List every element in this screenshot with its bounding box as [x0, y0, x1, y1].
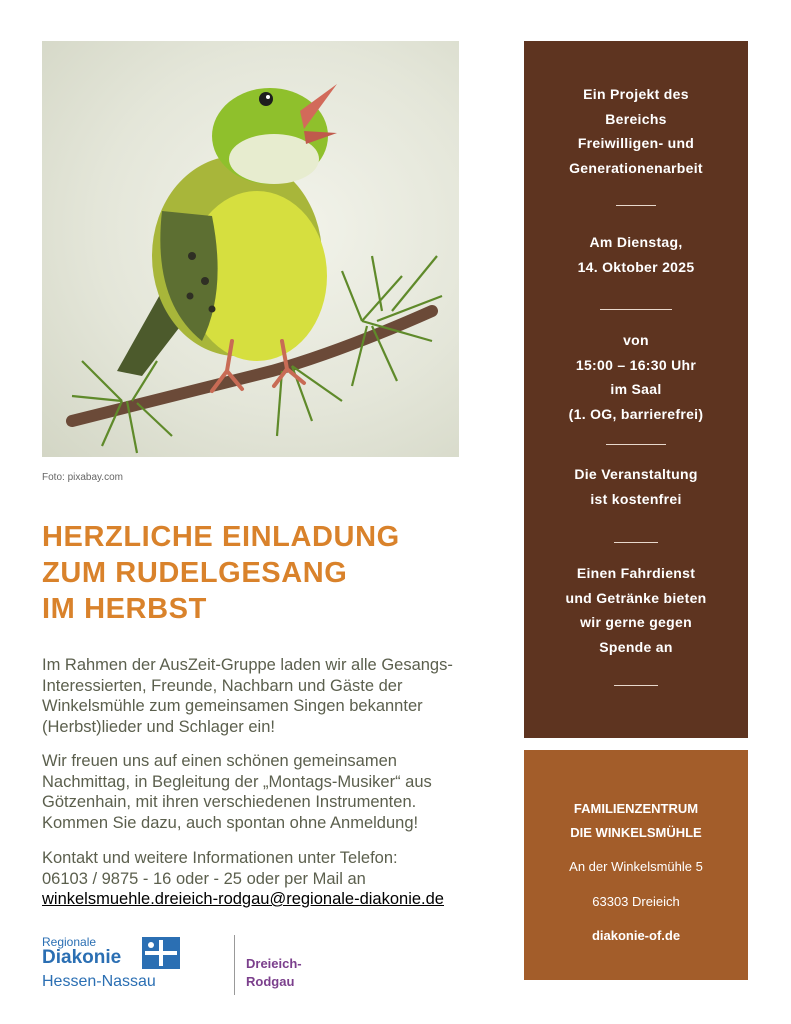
sidebar-line: Spende an	[599, 638, 673, 655]
sidebar-line: von	[623, 332, 649, 348]
sidebar-line: Am Dienstag,	[589, 234, 683, 250]
street: An der Winkelsmühle 5	[569, 859, 703, 874]
bird-illustration	[42, 41, 459, 457]
headline-line: IM HERBST	[42, 593, 207, 625]
divider	[606, 444, 666, 445]
headline-line: HERZLICHE EINLADUNG	[42, 521, 400, 553]
diakonie-logo	[42, 935, 302, 995]
sidebar-line: wir gerne gegen	[580, 614, 692, 630]
sidebar-line: 15:00 – 16:30 Uhr	[575, 356, 697, 373]
sidebar-line: (1. OG, barrierefrei)	[568, 405, 704, 422]
center-name	[524, 797, 748, 845]
contact-paragraph	[42, 848, 512, 910]
sidebar-line: 14. Oktober 2025	[577, 258, 695, 275]
logo-divider	[234, 935, 235, 995]
logo-region-line: Dreieich-	[246, 956, 302, 971]
time-block	[524, 328, 748, 426]
details-paragraph	[42, 751, 512, 833]
sidebar-line: Freiwilligen- und	[577, 135, 695, 151]
event-sidebar	[524, 41, 748, 738]
center-name-line: FAMILIENZENTRUM	[573, 801, 699, 816]
text-line: Götzenhain, mit ihren verschiedenen Instrumenten.	[42, 793, 417, 811]
logo-region	[246, 955, 302, 991]
sidebar-line: Die Veranstaltung	[574, 466, 698, 482]
sidebar-line: Einen Fahrdienst	[576, 565, 696, 581]
cost-block	[524, 462, 748, 511]
sidebar-line: Ein Projekt des	[583, 86, 689, 102]
text-line: Im Rahmen der AusZeit-Gruppe laden wir alle Gesangs-	[42, 656, 453, 674]
divider	[614, 542, 658, 543]
text-line: (Herbst)lieder und Schlager ein!	[42, 717, 275, 736]
text-line: 06103 / 9875 - 16 oder - 25 oder per Mail an	[42, 869, 366, 888]
logo-diakonie: Diakonie	[42, 947, 122, 968]
diakonie-mark-icon	[142, 937, 180, 969]
intro-paragraph	[42, 655, 512, 737]
text-line: Kontakt und weitere Informationen unter Telefon:	[42, 849, 398, 867]
city: 63303 Dreieich	[592, 894, 680, 909]
divider	[614, 685, 658, 686]
text-line: Interessierten, Freunde, Nachbarn und Gäste der	[42, 676, 403, 695]
sidebar-line: im Saal	[610, 381, 662, 397]
photo-credit: Foto: pixabay.com	[42, 472, 123, 483]
logo-regionale: Regionale	[42, 935, 97, 949]
logo-hessen-nassau: Hessen-Nassau	[42, 973, 156, 990]
logo-region-line: Rodgau	[246, 974, 295, 989]
text-line: Wir freuen uns auf einen schönen gemeinsamen	[42, 752, 397, 770]
divider	[616, 205, 656, 206]
divider	[600, 309, 672, 310]
address-box	[524, 750, 748, 980]
website-link[interactable]: diakonie-of.de	[591, 928, 681, 943]
text-line: Nachmittag, in Begleitung der „Montags-Musiker“ aus	[42, 772, 432, 791]
headline-line: ZUM RUDELGESANG	[42, 557, 348, 589]
project-block	[524, 82, 748, 180]
service-block	[524, 561, 748, 659]
center-name-line: DIE WINKELSMÜHLE	[570, 825, 702, 840]
sidebar-line: und Getränke bieten	[565, 589, 707, 606]
bird-photo	[42, 41, 459, 457]
text-line: Winkelsmühle zum gemeinsamen Singen bekannter	[42, 697, 423, 715]
headline	[42, 519, 482, 627]
sidebar-line: ist kostenfrei	[590, 490, 682, 507]
email-link[interactable]: winkelsmuehle.dreieich-rodgau@regionale-diakonie.de	[42, 890, 444, 908]
sidebar-line: Bereichs	[605, 110, 667, 127]
text-line: Kommen Sie dazu, auch spontan ohne Anmeldung!	[42, 813, 419, 832]
sidebar-line: Generationenarbeit	[569, 159, 703, 176]
date-block	[524, 230, 748, 279]
